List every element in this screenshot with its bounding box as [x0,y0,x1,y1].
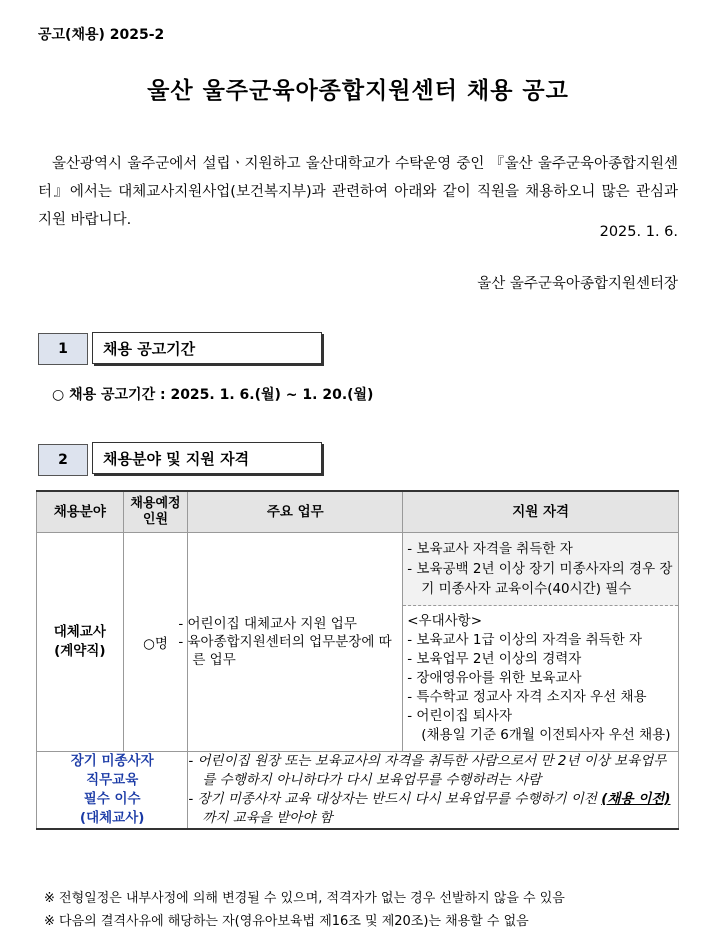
section-1-title: 채용 공고기간 [92,332,322,364]
preferences-title: <우대사항> [407,613,483,629]
note-line-text: - 장기 미종사자 교육 대상자는 반드시 다시 보육업무를 수행하기 이전 [188,791,602,807]
recruitment-period: ○ 채용 공고기간 : 2025. 1. 6.(월) ~ 1. 20.(월) [52,387,374,403]
qualification-item: - 보육공백 2년 이상 장기 미종사자의 경우 장기 미종사자 교육이수(40시간) 필수 [407,561,673,597]
preference-item: - 장애영유아를 위한 보육교사 [407,670,582,686]
table-row [37,533,679,752]
note-line [188,790,678,828]
preference-item: - 보육업무 2년 이상의 경력자 [407,651,582,667]
header-field: 채용분야 [37,491,124,533]
footnote: ※ 다음의 결격사유에 해당하는 자(영유아보육법 제16조 및 제20조)는 채용할 수 없음 [44,914,529,929]
count-cell: ○명 [123,533,188,752]
duty-item: - 어린이집 대체교사 지원 업무 [178,616,357,632]
note-line: - 어린이집 원장 또는 보육교사의 자격을 취득한 사람으로서 만 2년 이상 보육업무를 수행하지 아니하다가 다시 보육업무를 수행하려는 사람 [188,753,667,788]
qualification-item: - 보육교사 자격을 취득한 자 [407,541,573,557]
qualifications-cell [403,533,679,752]
section-2-number: 2 [38,444,88,476]
note-line-text: 까지 교육을 받아야 함 [202,810,333,826]
notice-date: 2025. 1. 6. [599,224,678,240]
header-count: 채용예정 인원 [123,491,188,533]
issuer-name: 울산 울주군육아종합지원센터장 [477,276,678,292]
preferences-box [403,606,678,751]
preference-item: - 어린이집 퇴사자 [407,708,512,724]
recruitment-table [36,490,679,830]
notice-number: 공고(채용) 2025-2 [38,27,165,43]
duty-item: - 육아종합지원센터의 업무분장에 따른 업무 [178,634,392,668]
footnote: ※ 전형일정은 내부사정에 의해 변경될 수 있으며, 적격자가 없는 경우 선발하지 않을 수 있음 [44,891,565,906]
duties-cell [178,533,403,752]
section-2-title: 채용분야 및 지원 자격 [92,442,322,474]
table-header-row [37,491,679,533]
page-title: 울산 울주군육아종합지원센터 채용 공고 [147,78,569,104]
note-emphasis: (채용 이전) [601,791,671,807]
preference-note: (채용일 기준 6개월 이전퇴사자 우선 채용) [421,727,671,743]
preference-item: - 특수학교 정교사 자격 소지자 우선 채용 [407,689,647,705]
qualification-box [403,533,678,606]
note-content [188,752,679,830]
header-qualifications: 지원 자격 [403,491,679,533]
preference-item: - 보육교사 1급 이상의 자격을 취득한 자 [407,632,643,648]
field-cell: 대체교사 (계약직) [37,533,124,752]
table-note-row [37,752,679,830]
section-1-number: 1 [38,333,88,365]
header-duties: 주요 업무 [188,491,403,533]
intro-paragraph [38,150,678,234]
intro-text: 울산광역시 울주군에서 설립ㆍ지원하고 울산대학교가 수탁운영 중인 『울산 울주군육아종합지원센터』에서는 대체교사지원사업(보건복지부)과 관련하여 아래와 같이 직원을 채용하오니 많은 관심과 지원 바랍니다. [38,156,678,228]
note-label: 장기 미종사자 직무교육 필수 이수 (대체교사) [37,752,188,830]
